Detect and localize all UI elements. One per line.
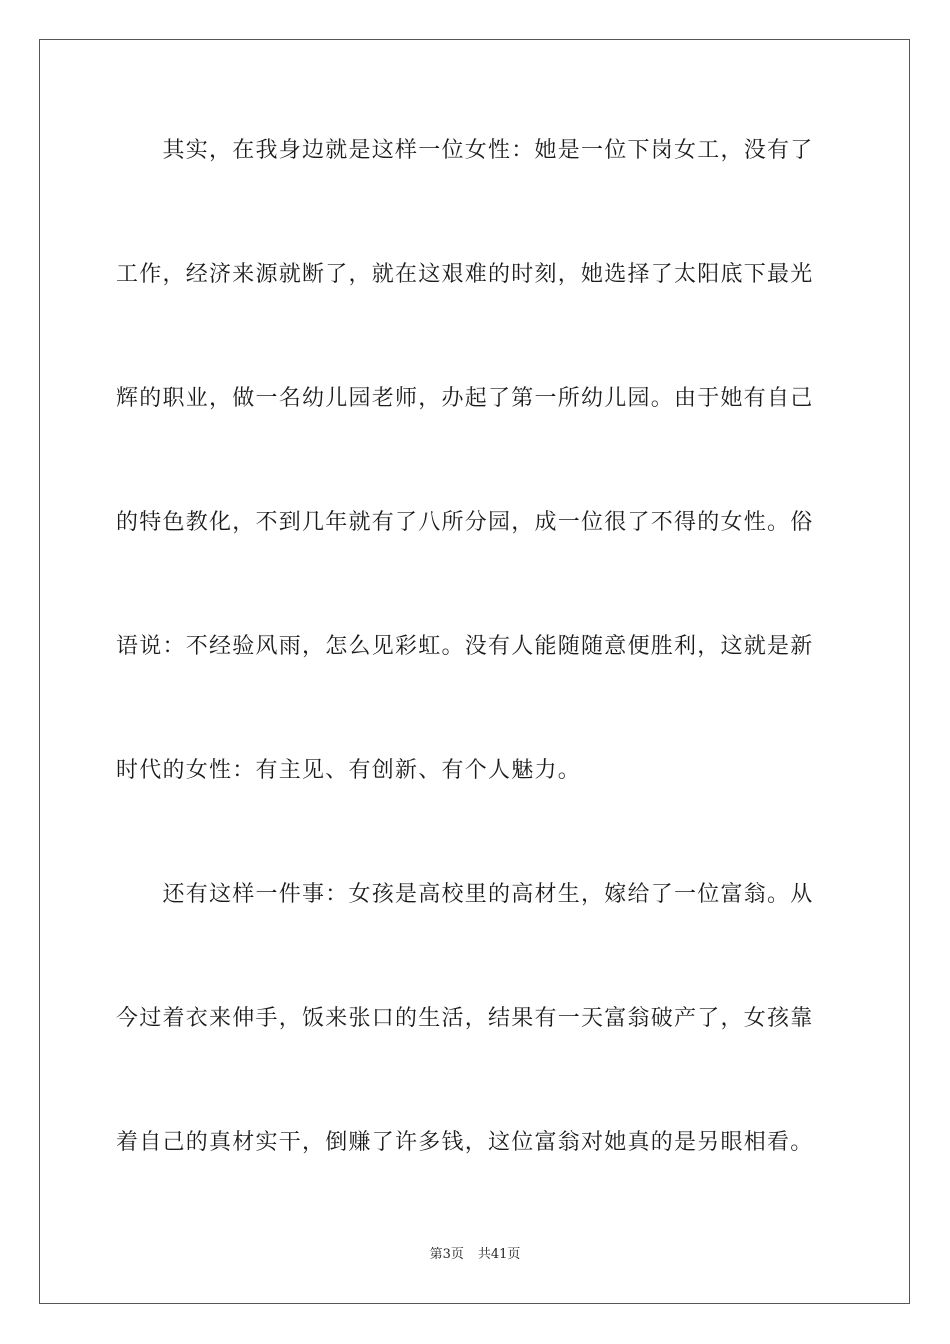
text-line: 工作，经济来源就断了，就在这艰难的时刻，她选择了太阳底下最光 [116,262,814,287]
text-line: 着自己的真材实干，倒赚了许多钱，这位富翁对她真的是另眼相看。 [116,1130,814,1155]
text-line: 辉的职业，做一名幼儿园老师，办起了第一所幼儿园。由于她有自己 [116,386,814,411]
page-total: 共41页 [477,1247,521,1262]
text-line: 的特色教化，不到几年就有了八所分园，成一位很了不得的女性。俗 [116,510,814,535]
page-footer [0,1246,950,1264]
text-line: 其实，在我身边就是这样一位女性：她是一位下岗女工，没有了 [116,138,814,163]
text-line: 还有这样一件事：女孩是高校里的高材生，嫁给了一位富翁。从 [116,882,814,907]
text-line: 今过着衣来伸手，饭来张口的生活，结果有一天富翁破产了，女孩靠 [116,1006,814,1031]
page-number: 第3页 [429,1247,464,1262]
text-line: 语说：不经验风雨，怎么见彩虹。没有人能随随意便胜利，这就是新 [116,634,814,659]
text-line: 时代的女性：有主见、有创新、有个人魅力。 [116,758,582,783]
page-frame [39,39,910,1304]
